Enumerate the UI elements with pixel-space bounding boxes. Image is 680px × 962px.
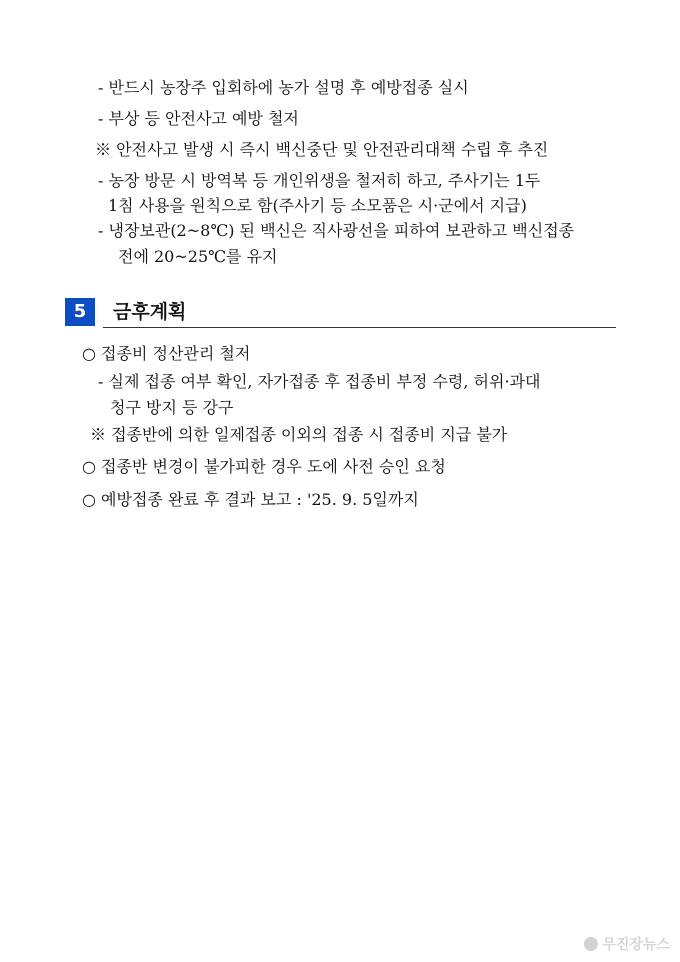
section-divider [103, 327, 616, 328]
watermark-text: 무진장뉴스 [602, 937, 670, 953]
bullet-item: ○ 예방접종 완료 후 결과 보고 : '25. 9. 5일까지 [82, 490, 419, 509]
list-item: - 실제 접종 여부 확인, 자가접종 후 접종비 부정 수령, 허위·과대 [98, 372, 541, 391]
list-item: - 반드시 농장주 입회하에 농가 설명 후 예방접종 실시 [98, 78, 469, 97]
list-item: - 부상 등 안전사고 예방 철저 [98, 109, 299, 128]
note-item: ※ 안전사고 발생 시 즉시 백신중단 및 안전관리대책 수립 후 추진 [95, 140, 549, 159]
mountain-logo-icon [584, 937, 598, 951]
list-item: - 냉장보관(2~8℃) 된 백신은 직사광선을 피하여 보관하고 백신접종 [98, 221, 575, 240]
list-item-continuation: 청구 방지 등 강구 [110, 398, 234, 417]
section-number-badge: 5 [65, 298, 95, 326]
bullet-item: ○ 접종반 변경이 불가피한 경우 도에 사전 승인 요청 [82, 457, 446, 476]
section-title: 금후계획 [113, 301, 187, 323]
list-item-continuation: 전에 20~25℃를 유지 [118, 247, 278, 266]
list-item-continuation: 1침 사용을 원칙으로 함(주사기 등 소모품은 시·군에서 지급) [108, 196, 527, 215]
list-item: - 농장 방문 시 방역복 등 개인위생을 철저히 하고, 주사기는 1두 [98, 171, 541, 190]
watermark [584, 934, 670, 954]
bullet-item: ○ 접종비 정산관리 철저 [82, 344, 251, 363]
section-header [65, 298, 616, 328]
note-item: ※ 접종반에 의한 일제접종 이외의 접종 시 접종비 지급 불가 [90, 425, 508, 444]
